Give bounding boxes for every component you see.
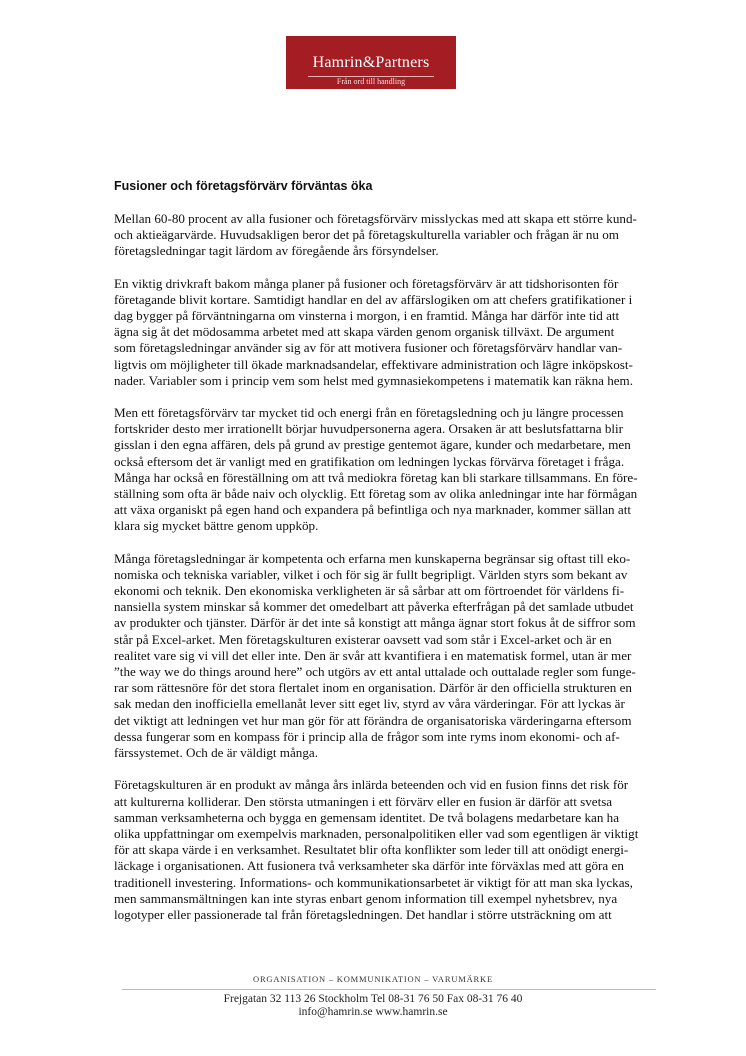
paragraph (114, 211, 654, 260)
paragraph-line: Många har också en föreställning om att två mediokra företag kan bli starkare tillsammans. En före- (114, 469, 638, 485)
article-heading: Fusioner och företagsförvärv förväntas öka (114, 179, 373, 193)
paragraph-line: olika uppfattningar om exempelvis marknaden, personalpolitiken eller vad som egentligen är viktigt (114, 825, 639, 841)
paragraph-line: traditionell investering. Informations- och kommunikationsarbetet är viktigt för att man ska lyckas, (114, 874, 633, 890)
footer-contact: info@hamrin.se www.hamrin.se (298, 1006, 448, 1018)
paragraph-line: sak medan den inofficiella emellanåt lever sitt eget liv, styrd av våra värderingar. För att lyckas är (114, 696, 625, 712)
paragraph-line: att kulturerna kolliderar. Den största utmaningen i ett förvärv eller en fusion är därför att svetsa (114, 793, 613, 809)
footer-divider (122, 989, 656, 990)
paragraph-line: ekonomi och teknik. Den ekonomiska verkligheten är så sårbar att om förtroendet för världens fi- (114, 583, 625, 599)
paragraph-line: att växa organiskt på egen hand och expandera på befintliga och nya marknader, kommer sällan att (114, 502, 631, 518)
company-logo (286, 36, 456, 89)
paragraph-line: klara sig mycket bättre genom uppköp. (114, 518, 319, 534)
footer-address: Frejgatan 32 113 26 Stockholm Tel 08-31 76 50 Fax 08-31 76 40 (223, 993, 523, 1005)
article-body (114, 211, 654, 939)
paragraph (114, 551, 654, 762)
paragraph-line: för att skapa värde i en verksamhet. Resultatet blir ofta konflikter som leder till att onödigt energi- (114, 842, 629, 858)
paragraph-line: nomiska och tekniska variabler, vilket i och för sig är fullt begripligt. Världen styrs som bekant av (114, 566, 628, 582)
paragraph-line: ”the way we do things around here” och utgörs av ett antal uttalade och outtalade regler som funge- (114, 664, 636, 680)
paragraph-line: Företagskulturen är en produkt av många års inlärda beteenden och vid en fusion finns det risk för (114, 777, 629, 793)
paragraph (114, 276, 654, 389)
paragraph-line: fortskrider desto mer irrationellt börjar huvudpersonerna agera. Orsaken är att beslutsfattarna blir (114, 421, 624, 437)
paragraph-line: av produkter och tjänster. Därför är det inte så konstigt att många ägnar stort fokus åt de siffror som (114, 615, 636, 631)
paragraph-line: ställning som ofta är både naiv och olycklig. Ett företag som av olika anledningar inte har förmågan (114, 486, 638, 502)
paragraph-line: logotyper eller passionerade tal från företagsledningen. Det handlar i större utsträckning om att (114, 906, 612, 922)
paragraph-line: samman verksamheterna och bygga en gemensam identitet. De två bolagens medarbetare kan ha (114, 809, 620, 825)
paragraph-line: företagsledningar tagit lärdom av föregående års försyndelser. (114, 243, 439, 259)
paragraph-line: Många företagsledningar är kompetenta och erfarna men kunskaperna begränsar sig oftast till eko- (114, 550, 631, 566)
paragraph (114, 777, 654, 923)
paragraph-line: färssystemet. Och de är väldigt många. (114, 745, 318, 761)
paragraph-line: läckage i organisationen. Att fusionera två verksamheter ska därför inte förväxlas med att göra en (114, 858, 624, 874)
paragraph-line: det viktigt att ledningen vet hur man gör för att förändra de organisatoriska värderingarna eftersom (114, 712, 632, 728)
paragraph-line: gisslan i den egna affären, dels på grund av prestige gentemot ägare, kunder och medarbetare, men (114, 437, 631, 453)
paragraph-line: Men ett företagsförvärv tar mycket tid och energi från en företagsledning och ju längre processen (114, 405, 624, 421)
paragraph-line: ägna sig åt det mödosamma arbetet med att skapa värden genom organisk tillväxt. De argument (114, 324, 615, 340)
footer-categories: ORGANISATION – KOMMUNIKATION – VARUMÄRKE (253, 974, 493, 984)
paragraph-line: nansiella system minskar så kommer det omedelbart att påverka efterfrågan på det samlade utbudet (114, 599, 634, 615)
logo-tagline: Från ord till handling (336, 77, 406, 86)
paragraph-line: rar som rättesnöre för det stora flertalet inom en organisation. Därför är den officiella strukturen en (114, 680, 632, 696)
paragraph (114, 405, 654, 535)
paragraph-line: står på Excel-arket. Men företagskulturen existerar oavsett vad som står i Excel-arket och är en (114, 631, 612, 647)
paragraph-line: företagande blivit kortare. Samtidigt handlar en del av affärslogiken om att chefers gratifikationer i (114, 291, 633, 307)
paragraph-line: Mellan 60-80 procent av alla fusioner och företagsförvärv misslyckas med att skapa ett större kund- (114, 211, 637, 226)
paragraph-line: dessa fungerar som en kompass för i princip alla de frågor som inte ryms inom ekonomi- och af- (114, 728, 620, 744)
paragraph-line: En viktig drivkraft bakom många planer på fusioner och företagsförvärv är att tidshorisonten för (114, 275, 619, 291)
paragraph-line: men sammansmältningen kan inte styras enbart genom information till exempel nyhetsbrev, nya (114, 890, 618, 906)
paragraph-line: realitet vare sig vi vill det eller inte. Den är svår att kvantifiera i en matematisk formel, utan är mer (114, 647, 632, 663)
paragraph-line: nader. Variabler som i princip vem som helst med gymnasiekompetens i matematik kan räkna hem. (114, 372, 634, 388)
paragraph-line: och aktieägarvärde. Huvudsakligen beror det på företagskulturella variabler och frågan är nu om (114, 227, 619, 243)
paragraph-line: också eftersom det är vanligt med en gratifikation om ledningen lyckas förvärva företaget i fråga. (114, 453, 625, 469)
paragraph-line: som företagsledningar använder sig av för att motivera fusioner och företagsförvärv handlar van- (114, 340, 623, 356)
paragraph-line: dag bygger på förväntningarna om vinsterna i morgon, i en framtid. Många har därför inte tid att (114, 308, 620, 324)
paragraph-line: ligtvis om möjligheter till ökade marknadsandelar, effektivare administration och lägre inköpskost- (114, 356, 633, 372)
logo-name: Hamrin&Partners (312, 54, 430, 71)
